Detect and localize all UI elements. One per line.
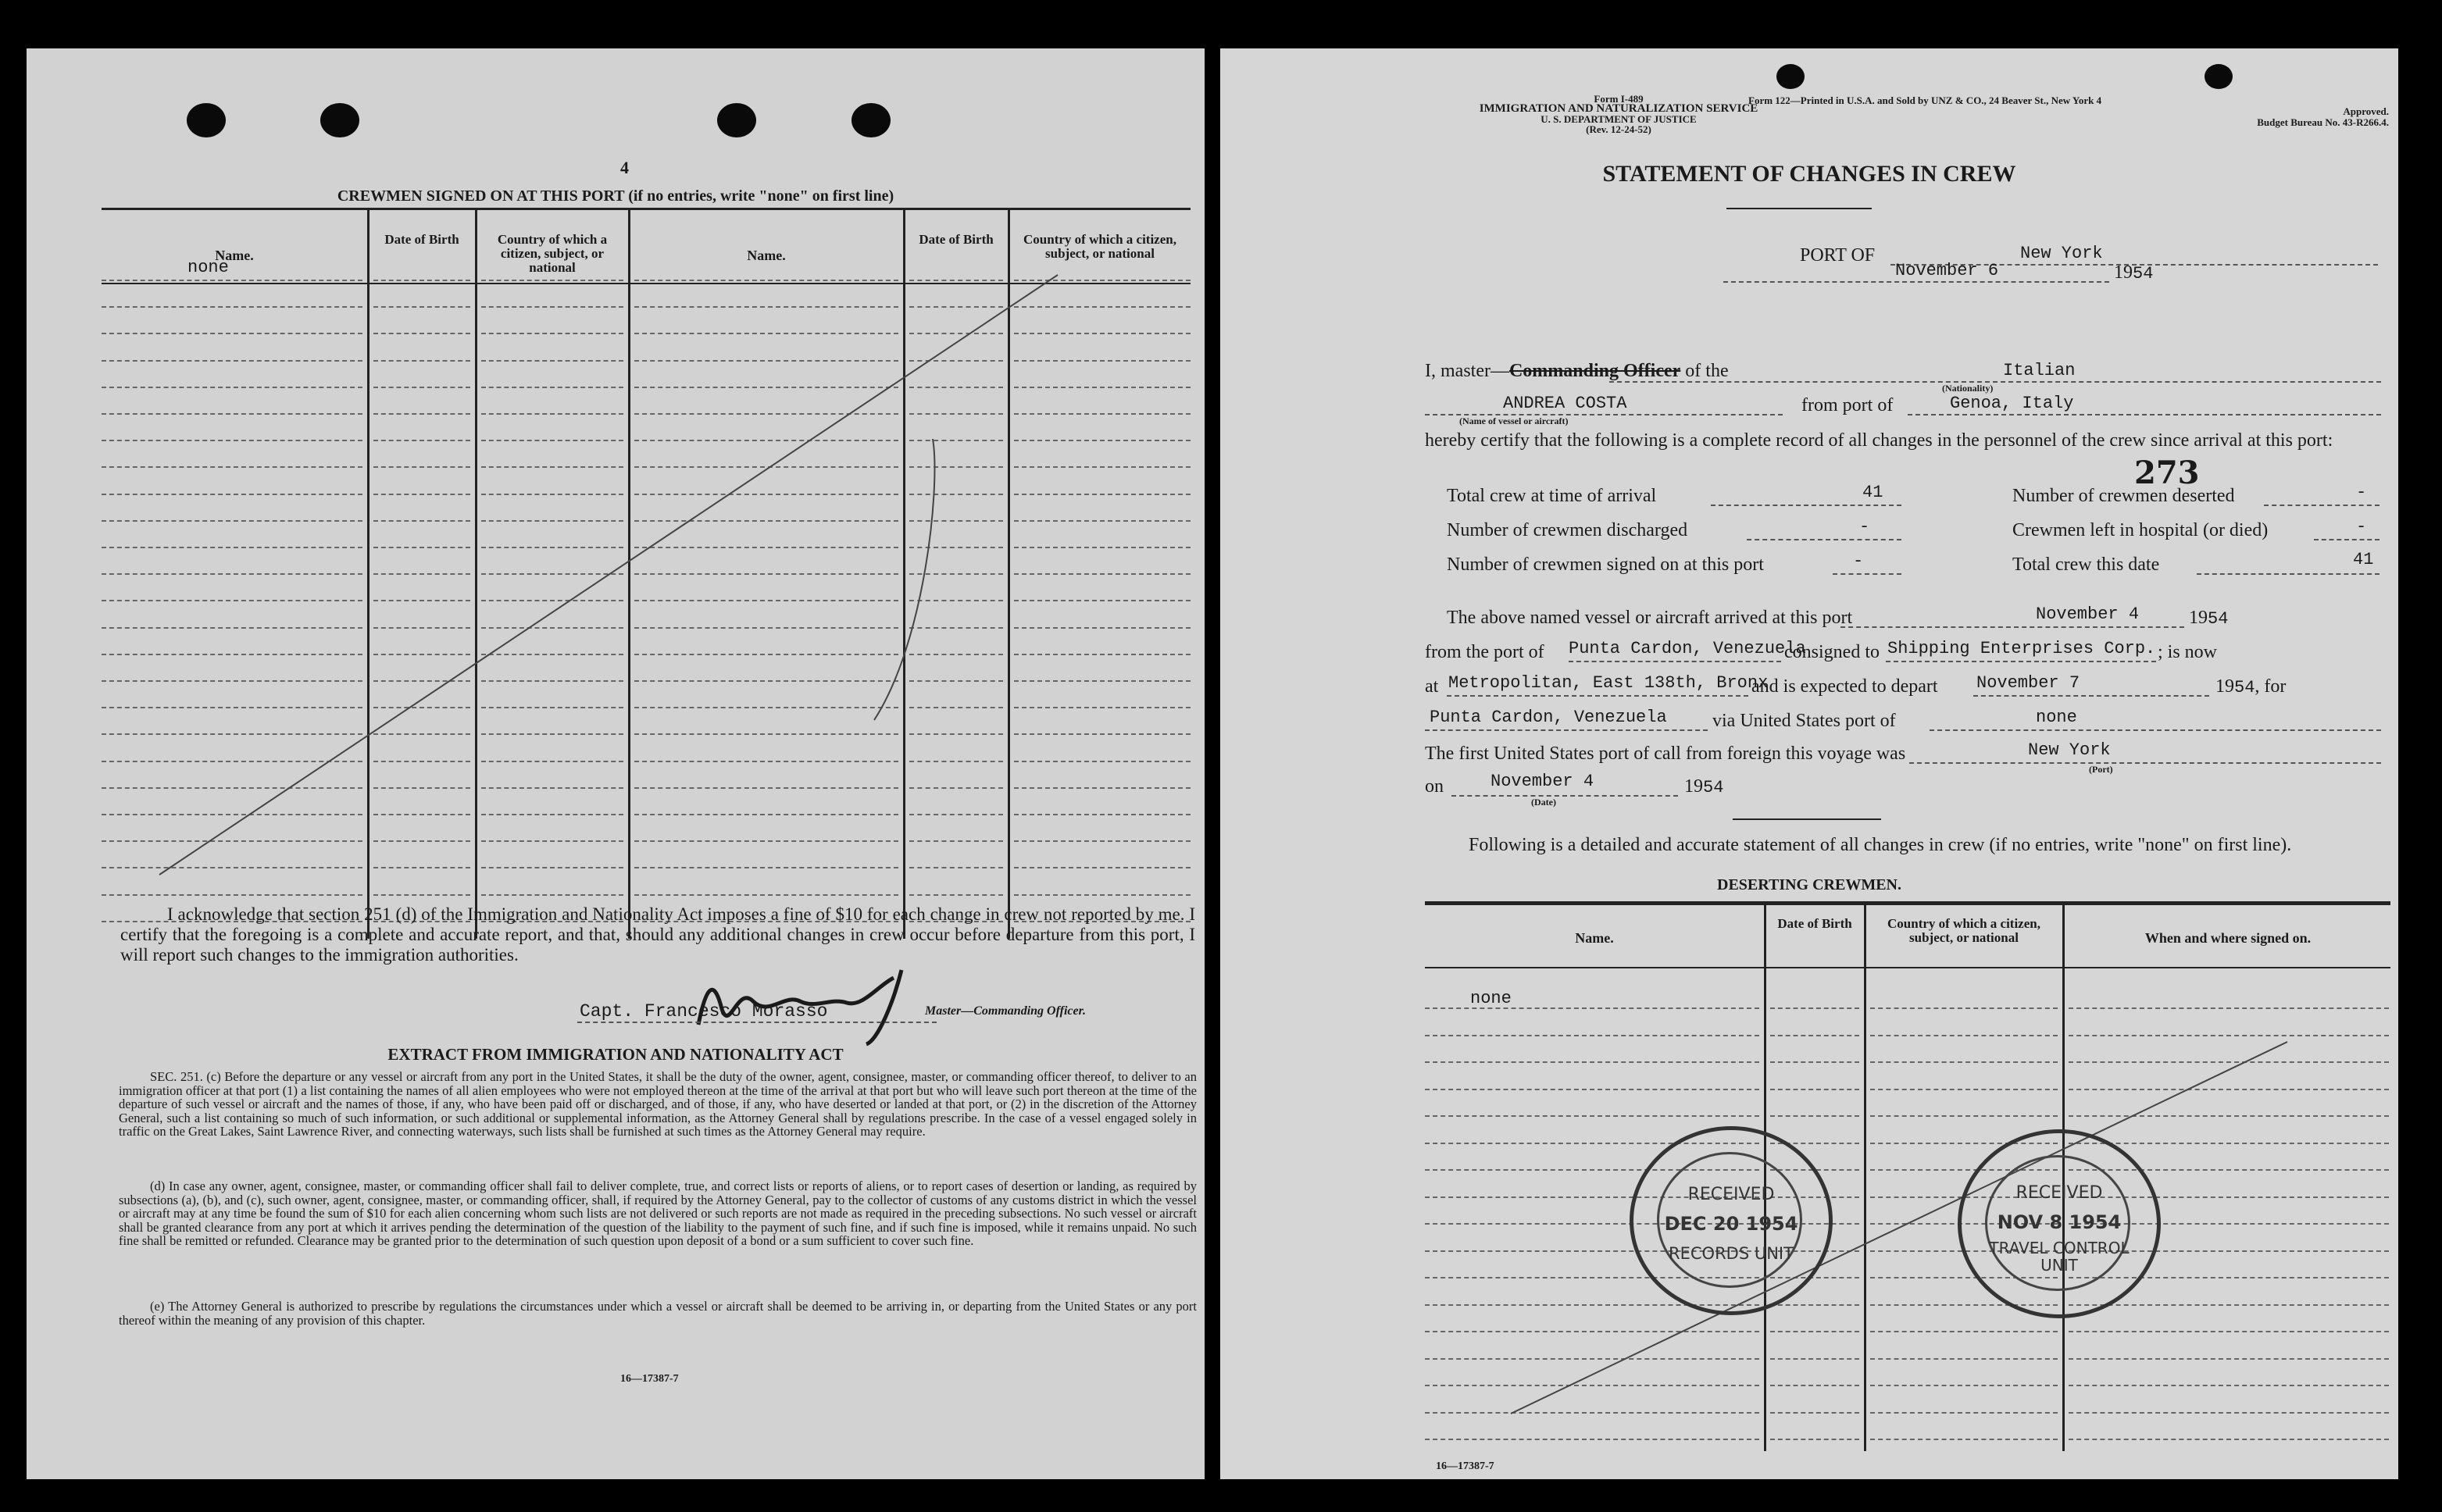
arrived-value: November 4: [2036, 604, 2140, 624]
from-port-value: Genoa, Italy: [1950, 394, 2074, 413]
date-caption: (Date): [1531, 797, 1556, 808]
at-value: Metropolitan, East 138th, Bronx: [1448, 673, 1769, 693]
col-header-country: Country of which a citizen, subject, or national: [497, 232, 608, 275]
discharged-value: -: [1859, 517, 1870, 537]
crewmen-signed-on-title: CREWMEN SIGNED ON AT THIS PORT (if no entries, write "none" on first line): [337, 187, 894, 205]
for-value: Punta Cardon, Venezuela: [1430, 708, 1667, 727]
extract-section-d: (d) In case any owner, agent, consignee, master, or commanding officer shall fail to deliver complete, true, and correct lists or reports of aliens, or to report cases of desertion or landing, as required by subsections (a), (b), and (c), such owner, agent, consignee, master, or commanding officer, shall, if required by the Attorney General, pay to the collector of customs of any customs district in which the vessel or aircraft may at any time be found the sum of $10 for each alien concerning whom such lists are not delivered or such reports are not made as required in the preceding subsections. No such vessel or aircraft shall be granted clearance from any port at which it arrives pending the determination of the question of the liability to the payment of such fine, and if such fine is imposed, while it remains unpaid. No such fine shall be remitted or refunded. Clearance may be granted prior to the determination of such question upon deposit of a bond or a sum sufficient to cover such fine.: [119, 1179, 1197, 1248]
revision: (Rev. 12-24-52): [1586, 123, 1651, 135]
master-struck: Commanding Officer: [1508, 361, 1681, 381]
stamp-received: RECEIVED: [2015, 1183, 2103, 1203]
port-caption: (Port): [2089, 764, 2113, 775]
first-entry: none: [1470, 989, 1512, 1008]
port-label: PORT OF: [1800, 245, 1876, 266]
arrived-year: 54: [2208, 609, 2229, 629]
approved-note: Approved.: [2343, 105, 2389, 117]
agency: IMMIGRATION AND NATURALIZATION SERVICE: [1479, 102, 1758, 115]
col-header-country: Country of which a citizen, subject, or national: [1887, 916, 2040, 945]
form-number: Form I-489: [1594, 93, 1644, 105]
expected-label: and is expected to depart: [1751, 676, 1938, 697]
depart-year-prefix: 19: [2215, 676, 2234, 697]
department: U. S. DEPARTMENT OF JUSTICE: [1541, 113, 1697, 125]
received-stamp-records: [1630, 1126, 1833, 1315]
nationality-value: Italian: [2003, 361, 2076, 380]
signed-on-label: Number of crewmen signed on at this port: [1447, 555, 1764, 575]
deserting-title: DESERTING CREWMEN.: [1717, 876, 1901, 893]
stamp-unit: RECORDS UNIT: [1669, 1244, 1794, 1263]
date-year: 54: [2133, 264, 2154, 284]
void-diagonal-line: [27, 48, 1205, 1479]
arrived-label: The above named vessel or aircraft arrived at this port: [1447, 608, 1853, 628]
port-value: New York: [2020, 244, 2103, 263]
acknowledgement-text: I acknowledge that section 251 (d) of the Immigration and Nationality Act imposes a fine of $10 for each change in crew not reported by me. I certify that the foregoing is a complete and accurate report, and that, should any additional changes in crew occur before departure from this port, I will report such changes to the immigration authorities.: [120, 904, 1195, 965]
col-header-name: Name.: [215, 248, 254, 263]
footer-code: 16—17387-7: [620, 1373, 679, 1385]
hospital-value: -: [2356, 517, 2367, 537]
for-label: , for: [2255, 676, 2287, 697]
following-text: Following is a detailed and accurate statement of all changes in crew (if no entries, write "none" on first line).: [1469, 835, 2292, 855]
of-the: of the: [1685, 361, 1729, 381]
col-header-dob: Date of Birth: [384, 232, 459, 247]
from-the-port-value: Punta Cardon, Venezuela: [1569, 639, 1806, 658]
arrived-year-prefix: 19: [2189, 608, 2208, 628]
on-value: November 4: [1491, 772, 1594, 791]
on-label: on: [1425, 776, 1444, 797]
consigned-value: Shipping Enterprises Corp.: [1887, 639, 2156, 658]
handwritten-number: 273: [2134, 455, 2200, 491]
right-page: [1220, 48, 2398, 1479]
signature-name: Capt. Francesco Morasso: [580, 1001, 828, 1022]
col-header-country-2: Country of which a citizen, subject, or national: [1023, 232, 1176, 261]
stamp-received: RECEIVED: [1687, 1185, 1775, 1204]
vessel-value: ANDREA COSTA: [1503, 394, 1627, 413]
col-header-name: Name.: [1575, 930, 1614, 946]
page-number: 4: [620, 158, 629, 177]
budget-bureau: Budget Bureau No. 43-R266.4.: [2257, 116, 2389, 128]
from-port-label: from port of: [1801, 395, 1894, 415]
depart-year: 54: [2234, 678, 2255, 697]
is-now: ; is now: [2158, 642, 2218, 662]
form-title: STATEMENT OF CHANGES IN CREW: [1602, 161, 2016, 187]
depart-value: November 7: [1976, 673, 2080, 693]
stamp-date: DEC 20 1954: [1664, 1213, 1798, 1235]
date-year-prefix: 19: [2114, 262, 2133, 283]
stamp-date: NOV 8 1954: [1997, 1211, 2122, 1233]
received-stamp-travel: [1958, 1129, 2161, 1318]
first-port-label: The first United States port of call from foreign this voyage was: [1425, 744, 1906, 764]
total-label: Total crew this date: [2012, 555, 2160, 575]
signed-on-value: -: [1853, 551, 1864, 571]
nationality-caption: (Nationality): [1942, 383, 1994, 394]
hospital-label: Crewmen left in hospital (or died): [2012, 520, 2269, 540]
deserted-label: Number of crewmen deserted: [2012, 486, 2235, 506]
at-label: at: [1425, 676, 1439, 697]
from-the-port-label: from the port of: [1425, 642, 1544, 662]
date-value: November 6: [1895, 261, 1999, 280]
certify-text: hereby certify that the following is a complete record of all changes in the personnel of the crew since arrival at this port:: [1425, 430, 2333, 451]
deserted-value: -: [2356, 483, 2367, 502]
via-label: via United States port of: [1712, 711, 1896, 731]
first-entry: none: [187, 258, 229, 277]
on-year: 54: [1703, 778, 1724, 797]
arrival-label: Total crew at time of arrival: [1447, 486, 1657, 506]
col-header-signed-on: When and where signed on.: [2144, 930, 2312, 946]
consigned-label: consigned to: [1784, 642, 1880, 662]
master-prefix: I, master—: [1425, 361, 1509, 381]
signature-line: [577, 1022, 937, 1023]
extract-title: EXTRACT FROM IMMIGRATION AND NATIONALITY ACT: [387, 1045, 844, 1064]
col-header-dob-2: Date of Birth: [919, 232, 994, 247]
vessel-caption: (Name of vessel or aircraft): [1459, 415, 1569, 426]
extract-section-c: SEC. 251. (c) Before the departure or any vessel or aircraft from any port in the United States, it shall be the duty of the owner, agent, consignee, master, or commanding officer thereof, to deliver to an immigration officer at that port (1) a list containing the names of all alien employees who were not employed thereon at the time of the arrival at that port but who will leave such port thereon at the time of the departure of such vessel or aircraft and the names of those, if any, who have been paid off or discharged, and of those, if any, who have deserted or landed at that port, or (2) in the discretion of the Attorney General, such a list containing so much of such information, or such additional or supplemental information, as the Attorney General shall by regulations prescribe. In the case of a vessel engaged solely in traffic on the Great Lakes, Saint Lawrence River, and connecting waterways, such lists shall be furnished at such times as the Attorney General may require.: [119, 1069, 1197, 1139]
left-page: [27, 48, 1205, 1479]
first-port-value: New York: [2028, 740, 2111, 760]
on-year-prefix: 19: [1684, 776, 1703, 797]
signature-title: Master—Commanding Officer.: [925, 1004, 1086, 1018]
col-header-dob: Date of Birth: [1777, 916, 1852, 931]
col-header-name-2: Name.: [747, 248, 786, 263]
extract-section-e: (e) The Attorney General is authorized to prescribe by regulations the circumstances under which a vessel or aircraft shall be deemed to be arriving in, or departing from the United States or any port thereof within the meaning of any provision of this chapter.: [119, 1299, 1197, 1328]
footer-code: 16—17387-7: [1436, 1460, 1494, 1472]
printer-note: Form 122—Printed in U.S.A. and Sold by UNZ & CO., 24 Beaver St., New York 4: [1748, 94, 2102, 106]
arrival-value: 41: [1862, 483, 1883, 502]
discharged-label: Number of crewmen discharged: [1447, 520, 1688, 540]
total-value: 41: [2353, 550, 2374, 569]
via-value: none: [2036, 708, 2077, 727]
stamp-unit: TRAVEL CONTROL UNIT: [1989, 1239, 2130, 1275]
